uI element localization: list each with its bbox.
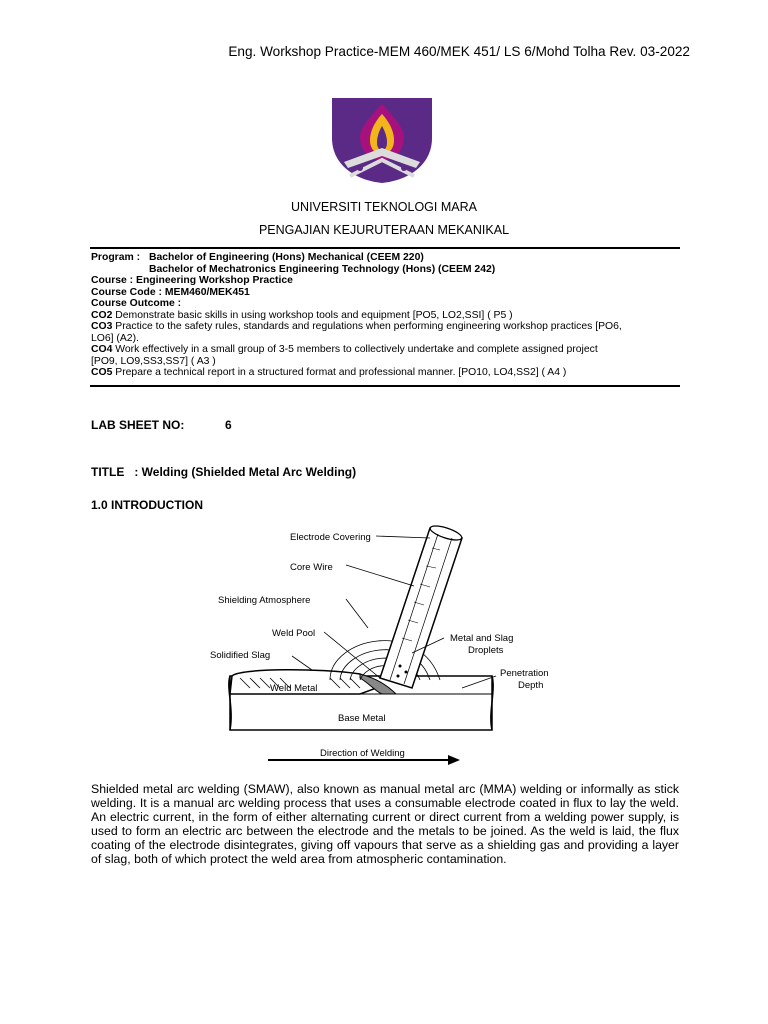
lab-sheet-number: 6 (225, 418, 232, 432)
co5-code: CO5 (91, 367, 116, 378)
label-penetration-1: Penetration (500, 668, 549, 679)
intro-paragraph: Shielded metal arc welding (SMAW), also known as manual metal arc (MMA) welding or informally as stick welding. It is a manual arc welding process that uses a consumable electrode coated in flux to lay the weld. An electric current, in the form of either alternating current or direct current from a welding power supply, is used to form an electric arc between the electrode and the metals to be joined. As the weld is laid, the flux coating of the electrode disintegrates, giving off vapours that serve as a shielding gas and providing a layer of slag, both of which protect the weld area from atmospheric contamination. (91, 782, 679, 867)
co3-code: CO3 (91, 321, 116, 332)
co2-code: CO2 (91, 309, 116, 321)
co3-line (91, 321, 622, 333)
label-metal-slag-1: Metal and Slag (450, 633, 514, 644)
course-info-box (90, 247, 680, 387)
section-heading: 1.0 INTRODUCTION (91, 498, 204, 512)
label-weld-pool: Weld Pool (272, 628, 316, 639)
course-name: Course : Engineering Workshop Practice (91, 275, 293, 286)
lab-title: TITLE : Welding (Shielded Metal Arc Welding) (91, 465, 357, 479)
university-name: UNIVERSITI TEKNOLOGI MARA (291, 200, 477, 214)
co4-text-1: Work effectively in a small group of 3-5 members to collectively undertake and complete assigned project (115, 344, 598, 355)
co4-code: CO4 (91, 344, 116, 355)
co4-line (91, 344, 598, 356)
program-line-2: Bachelor of Mechatronics Engineering Technology (Hons) (CEEM 242) (149, 263, 496, 275)
faculty-name: PENGAJIAN KEJURUTERAAN MEKANIKAL (258, 223, 510, 237)
label-direction: Direction of Welding (320, 748, 405, 759)
label-base-metal: Base Metal (338, 713, 386, 724)
label-shielding-atmosphere: Shielding Atmosphere (218, 595, 311, 606)
label-penetration-2: Depth (518, 680, 544, 691)
electrode (380, 523, 463, 688)
label-metal-slag-2: Droplets (468, 645, 504, 656)
co3-text-1: Practice to the safety rules, standards and regulations when performing engineering workshop practices [PO6, (115, 321, 622, 332)
header-reference: Eng. Workshop Practice-MEM 460/MEK 451/ LS 6/Mohd Tolha Rev. 03-2022 (228, 44, 690, 59)
course-outcome-heading: Course Outcome : (91, 298, 182, 309)
label-solidified-slag: Solidified Slag (210, 650, 271, 661)
course-code: Course Code : MEM460/MEK451 (91, 286, 250, 298)
label-core-wire: Core Wire (290, 562, 333, 573)
label-electrode-covering: Electrode Covering (290, 532, 371, 543)
co5-text: Prepare a technical report in a structured format and professional manner. [PO10, LO4,SS2] ( A4 ) (115, 367, 567, 378)
program-line-1: Bachelor of Engineering (Hons) Mechanical (CEEM 220) (149, 252, 424, 263)
smaw-diagram (200, 508, 570, 768)
university-logo (330, 96, 434, 184)
co3-text-2: LO6] (A2). (91, 332, 139, 344)
co5-line (91, 367, 566, 379)
label-weld-metal: Weld Metal (270, 683, 318, 694)
co2-text: Demonstrate basic skills in using workshop tools and equipment [PO5, LO2,SSI] ( P5 ) (115, 309, 513, 321)
co4-text-2: [PO9, LO9,SS3,SS7] ( A3 ) (91, 355, 216, 367)
program-label: Program : (91, 252, 141, 263)
lab-sheet-label: LAB SHEET NO: (91, 418, 185, 432)
co2-line (91, 310, 513, 322)
